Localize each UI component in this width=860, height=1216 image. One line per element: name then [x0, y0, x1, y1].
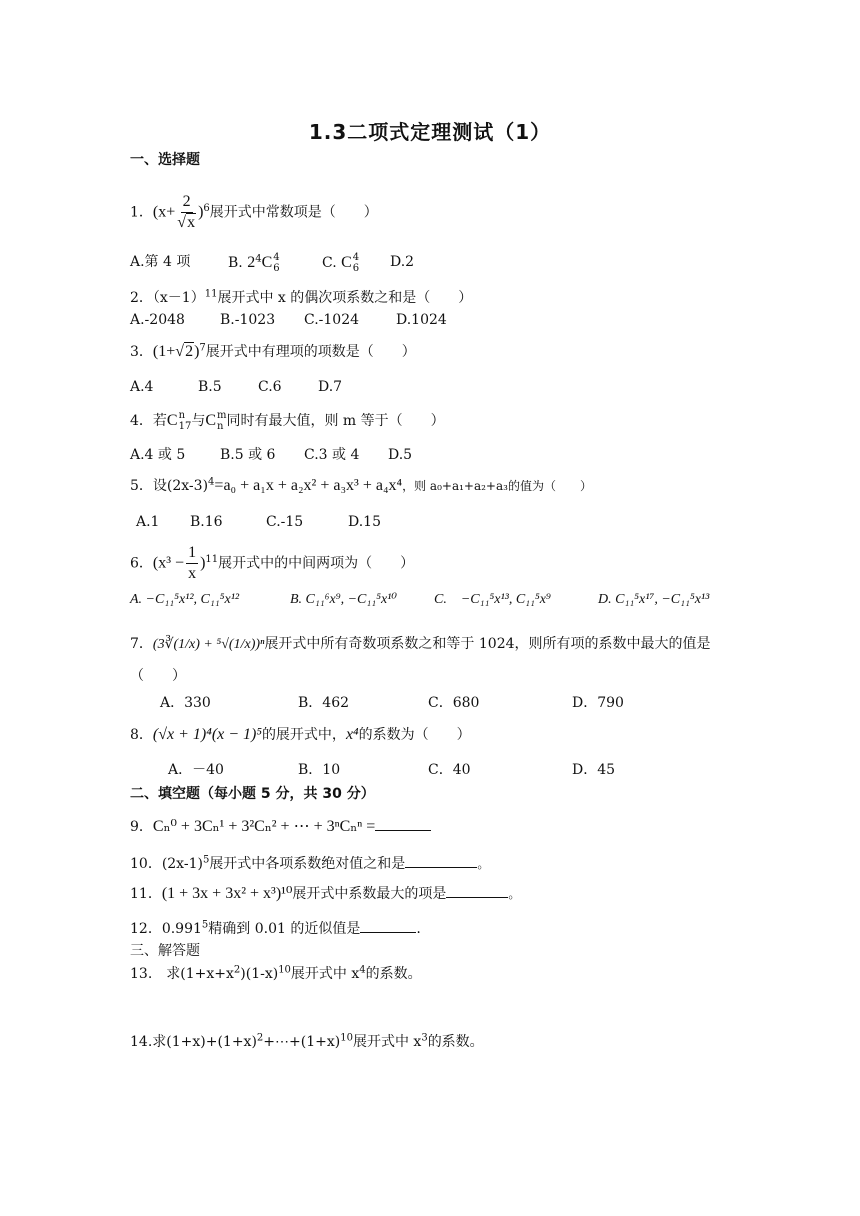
q7-option-d: D．790 [572, 695, 624, 711]
question-6: 6．(x³ − $\frac{1}{x}$ )$^{11}$展开式中的中间两项为（ ） [130, 544, 415, 582]
q7-option-a: A．330 [160, 695, 211, 711]
q1-option-c: C. C 4 6 [322, 252, 360, 274]
q1-option-a: A.第 4 项 [130, 254, 191, 270]
q4-option-b: B.5 或 6 [220, 447, 276, 463]
q8-option-a: A．－40 [168, 762, 224, 778]
question-8: 8．(√x + 1)⁴(x − 1)⁵的展开式中，x⁴的系数为（ ） [130, 726, 471, 743]
q7-option-b: B．462 [298, 695, 350, 711]
fraction: $\frac{1}{x}$ [188, 544, 197, 582]
q4-option-d: D.5 [388, 447, 413, 463]
q8-option-d: D．45 [572, 762, 616, 778]
q6-option-d: D. C₁₁⁵x¹⁷, −C₁₁⁵x¹³ [598, 592, 710, 607]
section-heading-choice: 一、选择题 [130, 152, 200, 168]
question-9: 9．Cₙ⁰ + 3Cₙ¹ + 3²Cₙ² + ⋯ + 3ⁿCₙⁿ = [130, 816, 431, 837]
answer-blank[interactable] [405, 853, 477, 868]
q2-option-d: D.1024 [396, 312, 447, 328]
q6-option-c: C. −C₁₁⁵x¹³, C₁₁⁵x⁹ [434, 592, 551, 607]
q2-option-a: A.-2048 [130, 312, 185, 328]
question-11: 11．(1 + 3x + 3x² + x³)¹⁰展开式中系数最大的项是 。 [130, 885, 521, 902]
q3-option-a: A.4 [130, 379, 154, 395]
q3-option-d: D.7 [318, 379, 343, 395]
answer-blank[interactable] [446, 883, 508, 898]
q3-option-c: C.6 [258, 379, 282, 395]
question-5: 5．设$(2x-3)^4=a_0 + a_1x + a_2x^2 + a_3x^3 + a_4x^4$，则 a₀+a₁+a₂+a₃的值为（ ） [130, 476, 592, 494]
q1-option-d: D.2 [390, 254, 415, 270]
question-4: 4．若C n 17 与C m n 同时有最大值，则 m 等于（ ） [130, 410, 445, 432]
question-1: 1．(x+ $\frac{2}{√x}$ )$^6$展开式中常数项是（ ） [130, 193, 378, 231]
q3-option-b: B.5 [198, 379, 222, 395]
q2-option-c: C.-1024 [304, 312, 360, 328]
section-heading-fill: 二、填空题（每小题 5 分，共 30 分） [130, 786, 375, 802]
q1-option-b: B. $2^4C$ 4 6 [228, 252, 280, 274]
q2-option-b: B.-1023 [220, 312, 276, 328]
section-heading-answer: 三、解答题 [130, 943, 200, 959]
q7-answer-paren: （ ） [130, 668, 186, 684]
fraction: $\frac{2}{√x}$ [177, 193, 196, 231]
question-13: 13. 求$(1+x+x^2)(1-x)^{10}$展开式中 $x^4$的系数。 [130, 964, 422, 982]
question-7: 7．(3∛(1/x) + ⁵√(1/x))ⁿ展开式中所有奇数项系数之和等于 1024，则所有项的系数中最大的值是 [130, 636, 711, 652]
q6-option-a: A. −C₁₁⁵x¹², C₁₁⁵x¹² [130, 592, 240, 607]
answer-blank[interactable] [360, 918, 416, 933]
q4-option-a: A.4 或 5 [130, 447, 186, 463]
question-10: 10．$(2x-1)^5$展开式中各项系数绝对值之和是 。 [130, 854, 490, 872]
q5-option-b: B.16 [190, 514, 223, 530]
q5-option-c: C.-15 [266, 514, 304, 530]
question-14: 14.求$(1+x)+(1+x)^2+\cdots+(1+x)^{10}$展开式中 $x^3$的系数。 [130, 1032, 484, 1050]
q7-option-c: C．680 [428, 695, 480, 711]
q5-option-d: D.15 [348, 514, 381, 530]
answer-blank[interactable] [375, 816, 431, 831]
q6-option-b: B. C₁₁⁶x⁹, −C₁₁⁵x¹⁰ [290, 592, 397, 607]
q4-option-c: C.3 或 4 [304, 447, 360, 463]
question-12: 12．0.991$^5$精确到 0.01 的近似值是 . [130, 919, 421, 937]
q8-option-b: B．10 [298, 762, 341, 778]
question-3: 3．$(1+√2)^7$展开式中有理项的项数是（ ） [130, 342, 416, 360]
page-title: 1.3二项式定理测试（1） [308, 120, 552, 144]
q5-option-a: A.1 [136, 514, 160, 530]
q8-option-c: C．40 [428, 762, 471, 778]
question-2: 2．$(x-1)^{11}$展开式中 x 的偶次项系数之和是（ ） [130, 288, 473, 306]
